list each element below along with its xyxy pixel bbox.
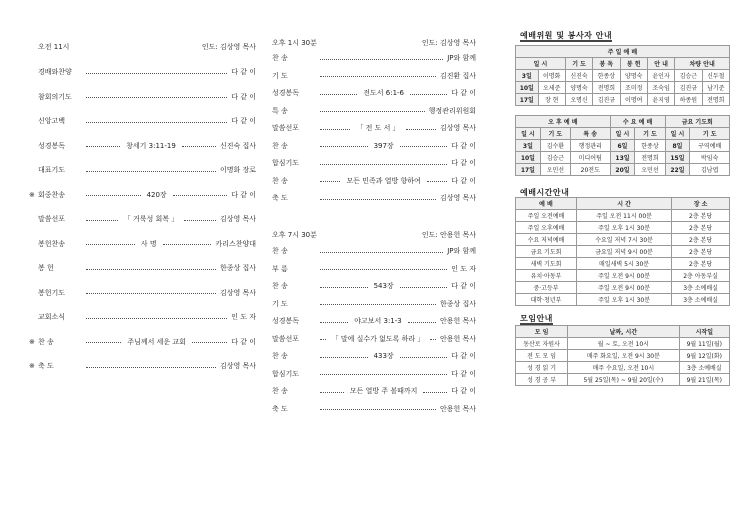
- column-header: 안 내: [647, 58, 674, 70]
- column-header: 시 간: [577, 198, 672, 210]
- order-row: [272, 386, 476, 396]
- column-header: 기 도: [565, 58, 592, 70]
- table-row: [516, 338, 730, 350]
- order-row: [272, 334, 476, 344]
- table-cell: 9월 12일(화): [679, 350, 729, 362]
- order-person: JP와 함께: [447, 247, 476, 255]
- table-cell: 오세준: [538, 82, 565, 94]
- table-cell: 주일 오전예배: [516, 210, 577, 222]
- order-row: [272, 123, 476, 133]
- table-cell: 2층 본당: [672, 222, 730, 234]
- table-cell: 윤인자: [647, 70, 674, 82]
- order-detail: 397장: [373, 141, 394, 150]
- morning-header: [38, 42, 256, 52]
- order-row: [272, 106, 476, 116]
- order-detail: 「 말에 실수가 없도록 하라 」: [331, 334, 425, 343]
- table-cell: 5월 25일(목) ~ 9월 20일(수): [568, 374, 680, 386]
- order-person: 김상영 목사: [439, 124, 477, 132]
- afternoon-leader: 인도: 김상영 목사: [421, 39, 476, 47]
- order-detail: 사 명: [140, 239, 157, 248]
- afternoon-volunteer-title: 오 후 예 배: [516, 116, 611, 128]
- table-cell: 22일: [665, 164, 690, 176]
- order-detail: 창세기 3:11-19: [126, 141, 176, 150]
- table-cell: 장 현: [538, 94, 565, 106]
- column-header: 일 시: [665, 128, 690, 140]
- table-cell: 주일 오전 9시 00분: [577, 270, 672, 282]
- table-cell: 양명숙: [620, 70, 647, 82]
- order-label: 찬 송: [272, 176, 288, 185]
- order-row: [29, 312, 256, 322]
- order-person: 안용헌 목사: [439, 404, 476, 413]
- order-person: 다 같 이: [451, 89, 477, 97]
- table-cell: 2층 본당: [672, 210, 730, 222]
- table-cell: 이명여: [620, 94, 647, 106]
- table-cell: 월 ~ 토, 오전 10시: [568, 338, 680, 350]
- table-cell: 수요 저녁예배: [516, 234, 577, 246]
- table-cell: 금요 기도회: [516, 246, 577, 258]
- table-cell: 오명신: [565, 94, 592, 106]
- order-row: [29, 239, 256, 249]
- order-label: 경배와찬양: [38, 68, 72, 76]
- order-label: 말씀선포: [38, 215, 66, 223]
- table-cell: 박임숙: [690, 152, 730, 164]
- table-cell: 조숙임: [647, 82, 674, 94]
- table-cell: 김승근: [540, 152, 570, 164]
- order-person: 안용헌 목사: [439, 334, 477, 343]
- order-row: [272, 176, 476, 186]
- order-label: 회중찬송: [38, 190, 66, 199]
- table-cell: 9월 11일(월): [679, 338, 729, 350]
- order-label: 축 도: [38, 362, 54, 370]
- order-label: 신앙고백: [38, 117, 66, 125]
- order-row: [29, 141, 256, 151]
- order-label: 찬 송: [272, 141, 288, 150]
- order-person: 다 같 이: [451, 352, 476, 360]
- table-cell: 매주 화요일, 오전 9시 30분: [568, 350, 680, 362]
- order-row: [272, 71, 476, 81]
- table-row: [516, 350, 730, 362]
- order-person: 다 같 이: [231, 68, 256, 76]
- table-row: [516, 362, 730, 374]
- order-person: 다 같 이: [231, 92, 256, 101]
- table-row: [516, 270, 730, 282]
- order-row: [29, 214, 256, 224]
- table-cell: 13일: [610, 152, 635, 164]
- table-cell: 오민선: [540, 164, 570, 176]
- afternoon-header: [272, 38, 476, 48]
- afternoon-time: 오후 1시 30분: [272, 39, 317, 47]
- table-cell: 3층 소예배실: [679, 362, 729, 374]
- table-cell: 신진숙: [565, 70, 592, 82]
- table-row: [516, 246, 730, 258]
- table-cell: 김승근: [675, 70, 702, 82]
- table-cell: 주일 오후 1시 30분: [577, 222, 672, 234]
- table-cell: 김남엽: [690, 164, 730, 176]
- mark: ※: [29, 190, 35, 199]
- table-cell: 주일 오전 9시 00분: [577, 282, 672, 294]
- order-row: [272, 299, 476, 309]
- table-cell: 김수환: [540, 140, 570, 152]
- table-row: [516, 282, 730, 294]
- order-person: 한종상 집사: [219, 264, 256, 272]
- order-person: 인 도 자: [451, 264, 476, 273]
- table-cell: 양명숙: [565, 82, 592, 94]
- order-row: [29, 337, 256, 347]
- order-row: [272, 193, 476, 203]
- sunday-title: 주 일 예 배: [516, 46, 730, 58]
- order-person: 다 같 이: [451, 387, 477, 395]
- order-row: [272, 369, 476, 379]
- schedule-table: [515, 197, 730, 306]
- order-detail: 420장: [146, 190, 167, 199]
- table-cell: 금요일 저녁 9시 00분: [577, 246, 672, 258]
- table-cell: 17일: [516, 164, 541, 176]
- column-header: 기 도: [635, 128, 665, 140]
- table-cell: 2층 아동부실: [672, 270, 730, 282]
- column-header: 모 임: [516, 326, 568, 338]
- table-row: [516, 140, 730, 152]
- table-cell: 조미정: [620, 82, 647, 94]
- order-row: [272, 88, 476, 98]
- evening-header: [272, 230, 476, 240]
- order-row: [29, 92, 256, 102]
- order-person: 카리스찬양대: [215, 239, 257, 248]
- mark: ※: [29, 362, 35, 370]
- morning-time: 오전 11시: [38, 43, 70, 51]
- table-cell: 2층 본당: [672, 234, 730, 246]
- table-cell: 전명희: [702, 94, 729, 106]
- order-label: 찬 송: [272, 247, 288, 255]
- order-label: 합심기도: [272, 159, 300, 167]
- table-cell: 하종원: [675, 94, 702, 106]
- table-row: [516, 164, 730, 176]
- table-row: [516, 234, 730, 246]
- order-person: 김상영 목사: [219, 215, 257, 223]
- order-detail: 주님께서 세운 교회: [127, 337, 186, 346]
- order-person: 김진환 집사: [439, 71, 476, 80]
- order-person: 김상영 목사: [219, 288, 256, 297]
- order-label: 찬 송: [38, 337, 54, 346]
- table-row: [516, 258, 730, 270]
- table-cell: 수요일 저녁 7시 30분: [577, 234, 672, 246]
- order-detail: 야고보서 3:1-3: [354, 317, 402, 325]
- table-row: [516, 210, 730, 222]
- table-cell: 17일: [516, 94, 539, 106]
- order-person: JP와 함께: [447, 54, 476, 62]
- table-cell: 신두철: [702, 70, 729, 82]
- order-label: 축 도: [272, 194, 288, 202]
- column-header: 예 배: [516, 198, 577, 210]
- table-cell: 8일: [665, 140, 690, 152]
- order-person: 인 도 자: [231, 313, 256, 321]
- order-row: [272, 316, 476, 326]
- order-detail: 「 전 도 서 」: [356, 124, 400, 132]
- order-label: 기 도: [272, 299, 288, 308]
- table-row: [516, 294, 730, 306]
- table-cell: 전명희: [593, 82, 620, 94]
- order-label: 성경봉독: [272, 317, 300, 325]
- table-cell: 대학·청년부: [516, 294, 577, 306]
- column-header: 차량 안내: [675, 58, 730, 70]
- morning-leader: 인도: 김상영 목사: [201, 43, 256, 51]
- order-label: 참회의기도: [38, 92, 72, 101]
- order-person: 신진숙 집사: [219, 141, 256, 150]
- order-row: [272, 264, 476, 274]
- table-row: [516, 94, 730, 106]
- evening-leader: 인도: 안용헌 목사: [421, 231, 476, 239]
- table-row: [516, 152, 730, 164]
- order-detail: 모든 민족과 열방 향하여: [346, 176, 421, 185]
- table-cell: 3층 소예배실: [672, 294, 730, 306]
- column-header: 기 도: [690, 128, 730, 140]
- order-detail: 543장: [373, 282, 394, 290]
- order-label: 대표기도: [38, 166, 66, 174]
- column-header: 일 시: [516, 128, 541, 140]
- order-person: 다 같 이: [451, 176, 477, 185]
- table-cell: 이명화: [538, 70, 565, 82]
- table-cell: 전명희: [635, 152, 665, 164]
- table-cell: 3일: [516, 70, 539, 82]
- table-cell: 10일: [516, 152, 541, 164]
- order-label: 축 도: [272, 404, 288, 413]
- order-detail: 모든 열방 주 볼때까지: [349, 387, 418, 395]
- table-cell: 2층 본당: [672, 258, 730, 270]
- column-header: 봉 헌: [620, 58, 647, 70]
- order-detail: 「 거룩성 회복 」: [123, 215, 179, 223]
- table-cell: 3층 소예배실: [672, 282, 730, 294]
- order-row: [272, 53, 476, 63]
- column-header: 장 소: [672, 198, 730, 210]
- table-cell: 6일: [610, 140, 635, 152]
- order-row: [272, 281, 476, 291]
- table-cell: 행정관리: [570, 140, 610, 152]
- order-label: 찬 송: [272, 352, 288, 360]
- order-row: [272, 404, 476, 414]
- meetings-title: 모임안내: [520, 314, 553, 323]
- column-header: 봉 독: [593, 58, 620, 70]
- table-cell: 윤지영: [647, 94, 674, 106]
- order-person: 김상영 목사: [219, 362, 256, 370]
- order-row: [272, 246, 476, 256]
- order-label: 기 도: [272, 71, 288, 80]
- order-person: 이명화 장로: [219, 166, 256, 174]
- order-label: 찬 송: [272, 54, 288, 62]
- order-person: 한종상 집사: [439, 299, 476, 308]
- weekday-volunteers-table: [515, 115, 730, 176]
- order-row: [29, 263, 256, 273]
- table-cell: 남기준: [702, 82, 729, 94]
- table-cell: 매일새벽 5시 30분: [577, 258, 672, 270]
- order-row: [29, 67, 256, 77]
- order-person: 다 같 이: [451, 282, 476, 290]
- order-person: 안용헌 목사: [439, 317, 477, 325]
- table-cell: 한종상: [635, 140, 665, 152]
- order-label: 봉 헌: [38, 264, 54, 272]
- order-row: [272, 141, 476, 151]
- column-header: 특 송: [570, 128, 610, 140]
- table-cell: 2층 본당: [672, 246, 730, 258]
- order-person: 행정관리위원회: [428, 106, 476, 115]
- table-cell: 새벽 기도회: [516, 258, 577, 270]
- order-label: 찬 송: [272, 387, 288, 395]
- order-detail: 전도서 6:1-6: [363, 89, 405, 97]
- table-cell: 20전도: [570, 164, 610, 176]
- table-cell: 3일: [516, 140, 541, 152]
- order-label: 교회소식: [38, 313, 66, 321]
- order-person: 다 같 이: [451, 141, 476, 150]
- table-cell: 유치·아동부: [516, 270, 577, 282]
- table-cell: 매주 수요일, 오전 10시: [568, 362, 680, 374]
- evening-time: 오후 7시 30분: [272, 231, 317, 239]
- friday-volunteer-title: 금요 기도회: [665, 116, 729, 128]
- table-cell: 20일: [610, 164, 635, 176]
- order-row: [272, 158, 476, 168]
- order-label: 특 송: [272, 106, 288, 115]
- table-cell: 성 경 공 부: [516, 374, 568, 386]
- order-label: 봉헌기도: [38, 288, 66, 297]
- table-cell: 주일 오후 1시 30분: [577, 294, 672, 306]
- order-person: 다 같 이: [231, 117, 256, 125]
- volunteers-title: 예배위원 및 봉사자 안내: [520, 31, 613, 40]
- order-row: [29, 165, 256, 175]
- table-cell: 김진규: [593, 94, 620, 106]
- table-cell: 구역예배: [690, 140, 730, 152]
- table-cell: 동산로 자원사: [516, 338, 568, 350]
- order-person: 김상영 목사: [439, 194, 476, 202]
- table-cell: 전 도 모 임: [516, 350, 568, 362]
- table-cell: 주일 오후예배: [516, 222, 577, 234]
- order-row: [29, 116, 256, 126]
- table-cell: 오민선: [635, 164, 665, 176]
- order-label: 말씀선포: [272, 124, 300, 132]
- order-person: 다 같 이: [451, 159, 476, 167]
- table-cell: 한종상: [593, 70, 620, 82]
- table-cell: 미디어팀: [570, 152, 610, 164]
- table-row: [516, 374, 730, 386]
- table-cell: 주일 오전 11시 00분: [577, 210, 672, 222]
- column-header: 일 시: [516, 58, 566, 70]
- table-cell: 김진규: [675, 82, 702, 94]
- order-person: 다 같 이: [231, 337, 257, 346]
- table-cell: 중·고등부: [516, 282, 577, 294]
- order-detail: 433장: [373, 352, 394, 360]
- order-label: 말씀선포: [272, 334, 300, 343]
- order-label: 봉헌찬송: [38, 239, 66, 248]
- order-person: 다 같 이: [451, 369, 476, 378]
- table-cell: 성 경 읽 기: [516, 362, 568, 374]
- table-row: [516, 222, 730, 234]
- table-cell: 9월 21일(목): [679, 374, 729, 386]
- table-row: [516, 70, 730, 82]
- column-header: 일 시: [610, 128, 635, 140]
- column-header: 날짜, 시간: [568, 326, 680, 338]
- meetings-table: [515, 325, 730, 386]
- wednesday-volunteer-title: 수 요 예 배: [610, 116, 665, 128]
- order-label: 부 름: [272, 264, 288, 273]
- order-person: 다 같 이: [231, 190, 256, 199]
- sunday-volunteers-table: [515, 45, 730, 106]
- table-cell: 10일: [516, 82, 539, 94]
- table-row: [516, 82, 730, 94]
- order-label: 합심기도: [272, 369, 300, 378]
- order-row: [29, 288, 256, 298]
- column-header: 시작일: [679, 326, 729, 338]
- mark: ※: [29, 337, 35, 346]
- order-label: 찬 송: [272, 282, 288, 290]
- column-header: 기 도: [540, 128, 570, 140]
- order-row: [272, 351, 476, 361]
- order-row: [29, 190, 256, 200]
- order-row: [29, 361, 256, 371]
- schedule-title: 예배시간안내: [520, 188, 570, 197]
- order-label: 성경봉독: [272, 89, 300, 97]
- order-label: 성경봉독: [38, 141, 66, 150]
- table-cell: 15일: [665, 152, 690, 164]
